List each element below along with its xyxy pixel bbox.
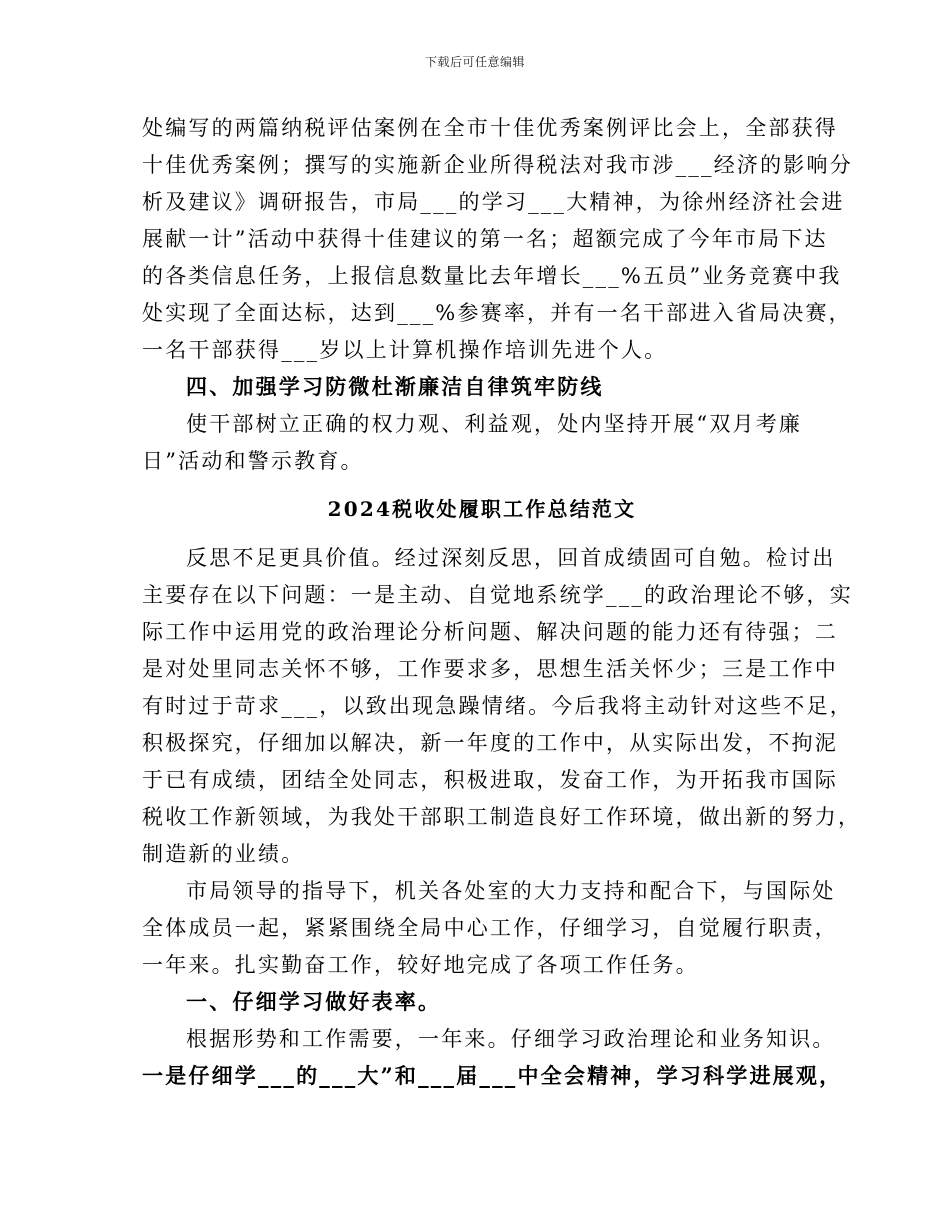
paragraph-line: 一名干部获得___岁以上计算机操作培训先进个人。 <box>142 338 668 362</box>
paragraph-line: 主要存在以下问题：一是主动、自觉地系统学___的政治理论不够，实 <box>142 583 853 607</box>
paragraph-line-bold: 一是仔细学___的___大”和___届___中全会精神，学习科学进展观， <box>142 1063 843 1088</box>
paragraph-line: 于已有成绩，团结全处同志，积极进取，发奋工作，为开拓我市国际 <box>142 768 838 792</box>
paragraph-line: 处实现了全面达标，达到___%参赛率，并有一名干部进入省局决赛， <box>142 301 852 325</box>
paragraph-line: 处编写的两篇纳税评估案例在全市十佳优秀案例评比会上，全部获得 <box>142 116 838 140</box>
paragraph-line: 的各类信息任务，上报信息数量比去年增长___%五员”业务竞赛中我 <box>142 264 842 288</box>
document-title: 2024税收处履职工作总结范文 <box>327 497 637 521</box>
paragraph-line: 展献一计”活动中获得十佳建议的第一名；超额完成了今年市局下达 <box>142 227 828 251</box>
paragraph-line: 市局领导的指导下，机关各处室的大力支持和配合下，与国际处 <box>186 879 836 903</box>
paragraph-line: 有时过于苛求___，以致出现急躁情绪。今后我将主动针对这些不足， <box>142 694 853 718</box>
paragraph-line: 制造新的业绩。 <box>142 842 305 866</box>
paragraph-line: 税收工作新领域，为我处干部职工制造良好工作环境，做出新的努力， <box>142 805 862 829</box>
section-heading: 一、仔细学习做好表率。 <box>186 989 442 1014</box>
paragraph-line: 根据形势和工作需要，一年来。仔细学习政治理论和业务知识。 <box>186 1027 836 1051</box>
paragraph-line: 是对处里同志关怀不够，工作要求多，思想生活关怀少；三是工作中 <box>142 657 838 681</box>
paragraph-line: 全体成员一起，紧紧围绕全局中心工作，仔细学习，自觉履行职责， <box>142 916 838 940</box>
paragraph-line: 积极探究，仔细加以解决，新一年度的工作中，从实际出发，不拘泥 <box>142 731 838 755</box>
paragraph-line: 一年来。扎实勤奋工作，较好地完成了各项工作任务。 <box>142 953 699 977</box>
paragraph-line: 际工作中运用党的政治理论分析问题、解决问题的能力还有待强；二 <box>142 620 838 644</box>
page-header: 下载后可任意编辑 <box>424 55 525 69</box>
paragraph-line: 析及建议》调研报告，市局___的学习___大精神，为徐州经济社会进 <box>142 190 845 214</box>
paragraph-line: 反思不足更具价值。经过深刻反思，回首成绩固可自勉。检讨出 <box>186 546 836 570</box>
paragraph-line: 日”活动和警示教育。 <box>142 449 364 473</box>
section-heading: 四、加强学习防微杜渐廉洁自律筑牢防线 <box>186 374 604 399</box>
paragraph-line: 使干部树立正确的权力观、利益观，处内坚持开展“双月考廉 <box>186 412 803 436</box>
paragraph-line: 十佳优秀案例；撰写的实施新企业所得税法对我市涉___经济的影响分 <box>142 153 853 177</box>
